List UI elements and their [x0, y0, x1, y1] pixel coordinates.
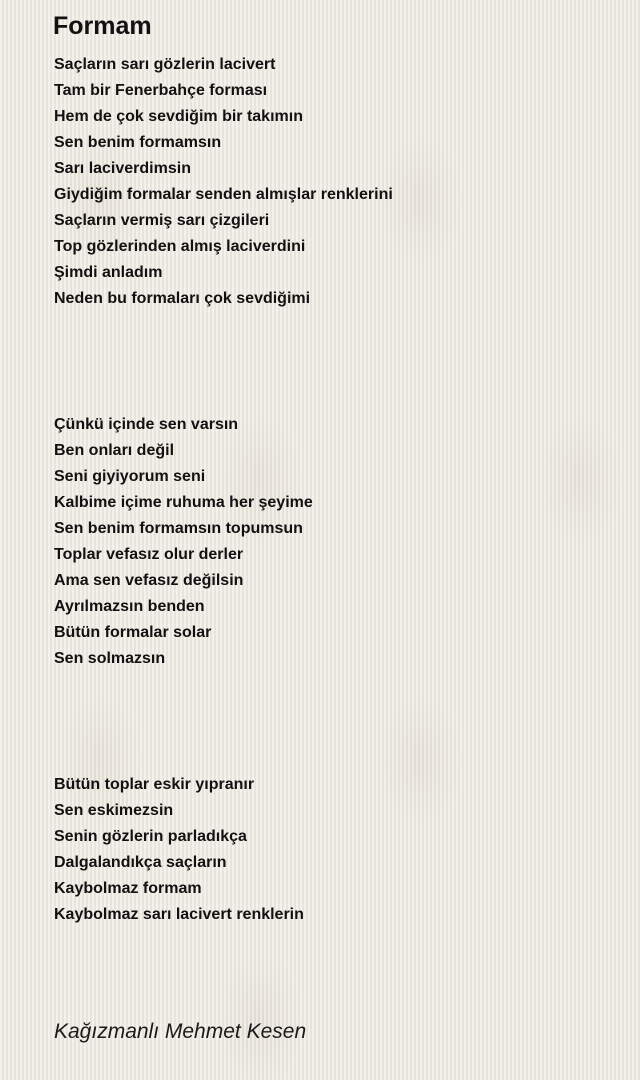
stanza-2: [54, 412, 313, 672]
poem-line: Bütün formalar solar: [54, 624, 212, 641]
poem-line: Saçların sarı gözlerin lacivert: [54, 56, 276, 73]
poem-line: Neden bu formaları çok sevdiğimi: [54, 290, 311, 307]
poem-line: Ama sen vefasız değilsin: [54, 572, 244, 589]
poem-line: Ben onları değil: [54, 442, 175, 459]
poem-line: Senin gözlerin parladıkça: [54, 828, 247, 845]
poem-line: Çünkü içinde sen varsın: [54, 416, 239, 433]
poem-line: Kaybolmaz formam: [54, 880, 202, 897]
poem-line: Sarı laciverdimsin: [54, 160, 191, 177]
poem-line: Sen benim formamsın topumsun: [54, 520, 303, 537]
poem-line: Kalbime içime ruhuma her şeyime: [54, 494, 313, 511]
poem-line: Giydiğim formalar senden almışlar renklerini: [54, 186, 393, 203]
poem-author: Kağızmanlı Mehmet Kesen: [54, 1020, 307, 1043]
poem-line: Sen benim formamsın: [54, 134, 222, 151]
poem-line: Hem de çok sevdiğim bir takımın: [54, 108, 303, 125]
poem-line: Saçların vermiş sarı çizgileri: [54, 212, 270, 229]
poem-line: Kaybolmaz sarı lacivert renklerin: [54, 906, 304, 923]
poem-line: Seni giyiyorum seni: [54, 468, 206, 485]
poem-line: Tam bir Fenerbahçe forması: [54, 82, 268, 99]
poem-line: Dalgalandıkça saçların: [54, 854, 227, 871]
poem-line: Sen solmazsın: [54, 650, 166, 667]
poem-line: Top gözlerinden almış laciverdini: [54, 238, 306, 255]
stanza-1: [54, 52, 393, 312]
poem-title: Formam: [53, 12, 152, 40]
poem-line: Bütün toplar eskir yıpranır: [54, 776, 255, 793]
poem-line: Sen eskimezsin: [54, 802, 174, 819]
poem-line: Ayrılmazsın benden: [54, 598, 205, 615]
poem-line: Toplar vefasız olur derler: [54, 546, 244, 563]
poem-line: Şimdi anladım: [54, 264, 163, 281]
stanza-3: [54, 772, 304, 928]
